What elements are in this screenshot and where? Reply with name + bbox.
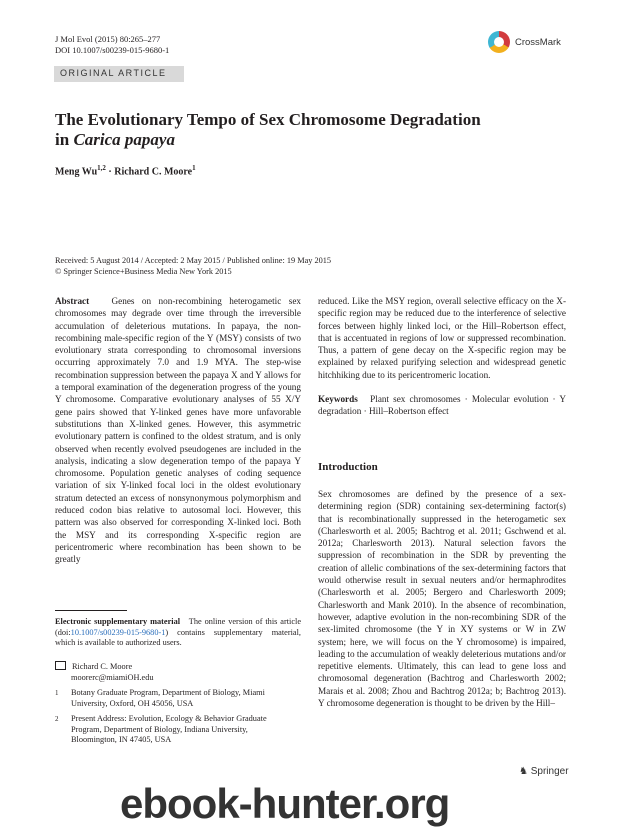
affiliation-number: 2 bbox=[55, 715, 59, 723]
affiliation-text: Botany Graduate Program, Department of Biology, Miami University, Oxford, OH 45056, USA bbox=[71, 688, 265, 708]
doi-line: DOI 10.1007/s00239-015-9680-1 bbox=[55, 45, 170, 55]
author-affiliation-sup: 1 bbox=[192, 164, 196, 172]
author-name[interactable]: Richard C. Moore bbox=[114, 166, 193, 178]
article-type-badge bbox=[54, 66, 184, 82]
title-line-1: The Evolutionary Tempo of Sex Chromosome Degradation bbox=[55, 110, 481, 129]
article-title bbox=[55, 110, 535, 150]
article-type-label: ORIGINAL ARTICLE bbox=[60, 68, 167, 78]
corresponding-name: Richard C. Moore bbox=[72, 662, 133, 671]
esm-note: Electronic supplementary material The online version of this article (doi:10.1007/s00239-015-9680-1) contains supplementary material, which is available to authorized users. bbox=[55, 617, 301, 647]
title-line-2: in Carica papaya bbox=[55, 130, 175, 149]
author-affiliation-sup: 1,2 bbox=[97, 164, 106, 172]
affiliation-2 bbox=[55, 714, 301, 746]
keywords-text: Plant sex chromosomes · Molecular evolution · Y degradation · Hill–Robertson effect bbox=[318, 394, 566, 417]
journal-citation bbox=[55, 34, 169, 56]
abstract-section bbox=[55, 295, 301, 566]
corresponding-author bbox=[55, 660, 301, 683]
keywords-label: Keywords bbox=[318, 394, 358, 405]
abstract-text: Genes on non-recombining heterogametic sex chromosomes may degrade over time through the irreversible accumulation of deleterious mutations. In papaya, the non-recombining male-specific region of the Y (MSY) consists of two evolutionary strata corresponding to chromosomal inversions occurring approximately 7.0 and 1.9 MYA. The step-wise recombination suppression between the papaya X and Y allows for a temporal examination of the degeneration progress of the young Y chromosome. Comparative evolutionary analyses of 55 X/Y gene pairs showed that Y-linked genes have more unfavorable substitutions than X-linked genes. However, this asymmetric evolutionary pattern is confined to the oldest stratum, and is only observed when recently evolved pseudogenes are included in the analysis, indicating a slow degeneration tempo of the papaya Y chromosome. Population genetic analyses of coding sequence variation of six Y-linked focal loci in the oldest evolutionary stratum detected an excess of nonsynonymous polymorphism and reduced codon bias relative to autosomal loci. However, this pattern was also observed for corresponding X-linked loci. Both the MSY and its corresponding X-specific region are pericentromeric where recombination has been shown to be greatly bbox=[55, 296, 301, 565]
introduction-text: Sex chromosomes are defined by the presence of a sex-determining region (SDR) containing sex-determining factor(s) that is recombinationally suppressed in the heterogametic sex (Charlesworth et al. 2005; Bachtrog et al. 2011; Gschwend et al. 2012a; Charlesworth 2013). Natural selection favors the suppression of recombination in the SDR by preventing the creation of allelic combinations of the sex-determining factors that would otherwise result in sexual neuters and/or hermaphrodites (Charlesworth et al. 2005; Bergero and Charlesworth 2009; Charlesworth and Mank 2010). In the absence of recombination, however, adaptive evolution in the non-recombining SDR of the sex-limited chromosome (the Y in XY systems or W in ZW system; here, we will focus on the Y chromosome) is impaired, leading to the accumulation of weakly deleterious mutations and/or repetitive elements. Ultimately, this can lead to gene loss and chromosomal degeneration (Bachtrog and Charlesworth 2002; Marais et al. 2008; Zhou and Bachtrog 2012a; b; Bachtrog 2013). Y chromosome degeneration is thought to be driven by the Hill– bbox=[318, 489, 566, 709]
crossmark-badge[interactable] bbox=[488, 28, 578, 56]
publisher-name: Springer bbox=[530, 766, 569, 777]
footnote-divider bbox=[55, 610, 127, 611]
copyright-line: © Springer Science+Business Media New York 2015 bbox=[55, 266, 232, 276]
corresponding-email[interactable]: moorerc@miamiOH.edu bbox=[71, 672, 154, 682]
springer-logo bbox=[519, 766, 569, 777]
esm-label: Electronic supplementary material bbox=[55, 617, 181, 626]
watermark: ebook-hunter.org bbox=[120, 780, 450, 827]
envelope-icon bbox=[55, 661, 66, 670]
introduction-heading: Introduction bbox=[318, 461, 378, 473]
abstract-continued-text: reduced. Like the MSY region, overall selective efficacy on the X-specific region may be reduced due to the interference of selective forces between highly linked loci, or the Hill–Robertson effect, that is accentuated in regions of low or suppressed recombination. Thus, a pattern of gene decay on the X-specific region may be explained by relaxed purifying selection and widespread genetic hitchhiking due to its pericentromeric location. bbox=[318, 296, 566, 380]
journal-volume-line: J Mol Evol (2015) 80:265–277 bbox=[55, 34, 161, 44]
crossmark-label: CrossMark bbox=[515, 36, 561, 48]
abstract-label: Abstract bbox=[55, 296, 90, 306]
springer-horse-icon: ♞ bbox=[519, 766, 528, 777]
affiliation-number: 1 bbox=[55, 689, 59, 697]
author-list bbox=[55, 164, 196, 177]
abstract-continued bbox=[318, 295, 566, 418]
history-dates: Received: 5 August 2014 / Accepted: 2 May 2015 / Published online: 19 May 2015 bbox=[55, 256, 332, 265]
crossmark-icon bbox=[488, 31, 510, 53]
esm-doi-link[interactable]: 10.1007/s00239-015-9680-1 bbox=[70, 627, 166, 637]
affiliation-text: Present Address: Evolution, Ecology & Behavior Graduate Program, Department of Biology, Indiana University, Bloomington, IN 47405, USA bbox=[71, 714, 267, 744]
affiliation-1 bbox=[55, 688, 301, 709]
author-name[interactable]: Meng Wu bbox=[55, 166, 98, 178]
publication-dates bbox=[55, 256, 331, 277]
keywords-section bbox=[318, 393, 566, 418]
author-separator: · bbox=[105, 166, 115, 178]
species-name: Carica papaya bbox=[73, 130, 175, 149]
